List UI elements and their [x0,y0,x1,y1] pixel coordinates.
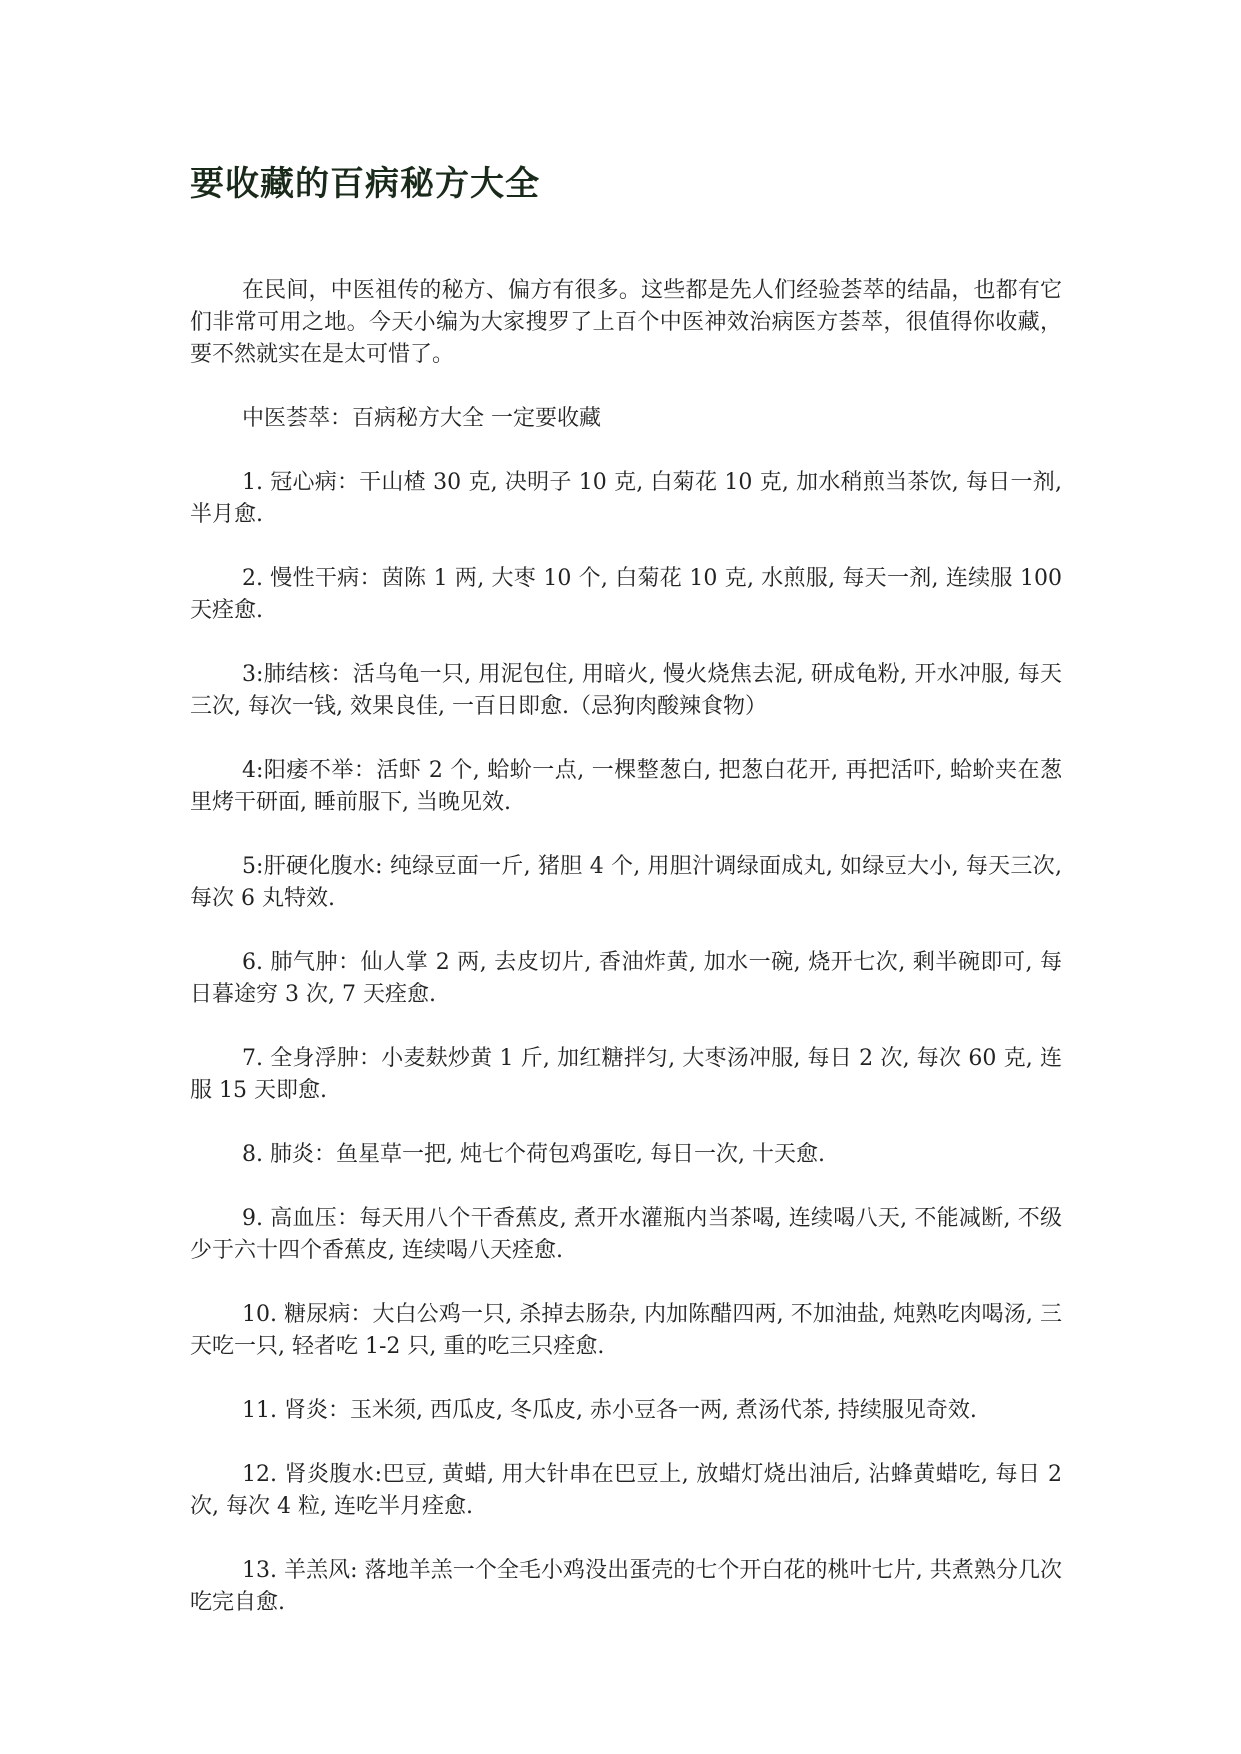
remedy-item: 12. 肾炎腹水:巴豆, 黄蜡, 用大针串在巴豆上, 放蜡灯烧出油后, 沾蜂黄蜡吃, 每日 2 次, 每次 4 粒, 连吃半月痊愈. [190,1462,1062,1519]
remedy-item: 3:肺结核：活乌龟一只, 用泥包住, 用暗火, 慢火烧焦去泥, 研成龟粉, 开水冲服, 每天三次, 每次一钱, 效果良佳, 一百日即愈.（忌狗肉酸辣食物） [190,662,1062,719]
remedy-item: 11. 肾炎：玉米须, 西瓜皮, 冬瓜皮, 赤小豆各一两, 煮汤代茶, 持续服见奇效. [242,1398,977,1423]
remedy-item: 7. 全身浮肿：小麦麸炒黄 1 斤, 加红糖拌匀, 大枣汤冲服, 每日 2 次, 每次 60 克, 连服 15 天即愈. [190,1046,1062,1103]
remedy-item: 2. 慢性干病：茵陈 1 两, 大枣 10 个, 白菊花 10 克, 水煎服, 每天一剂, 连续服 100 天痊愈. [190,566,1062,623]
remedy-item: 4:阳痿不举：活虾 2 个, 蛤蚧一点, 一棵整葱白, 把葱白花开, 再把活吓, 蛤蚧夹在葱里烤干研面, 睡前服下, 当晚见效. [190,758,1062,815]
remedy-item: 9. 高血压：每天用八个干香蕉皮, 煮开水灌瓶内当茶喝, 连续喝八天, 不能减断, 不级少于六十四个香蕉皮, 连续喝八天痊愈. [190,1206,1062,1263]
remedy-item: 8. 肺炎：鱼星草一把, 炖七个荷包鸡蛋吃, 每日一次, 十天愈. [242,1142,825,1167]
remedy-item: 1. 冠心病：干山楂 30 克, 决明子 10 克, 白菊花 10 克, 加水稍煎当茶饮, 每日一剂, 半月愈. [190,470,1062,527]
remedy-item: 13. 羊羔风: 落地羊羔一个全毛小鸡没出蛋壳的七个开白花的桃叶七片, 共煮熟分几次吃完自愈. [190,1558,1062,1615]
remedy-item: 10. 糖尿病：大白公鸡一只, 杀掉去肠杂, 内加陈醋四两, 不加油盐, 炖熟吃肉喝汤, 三天吃一只, 轻者吃 1-2 只, 重的吃三只痊愈. [190,1302,1062,1359]
document-body [190,275,1062,1651]
section-heading: 中医荟萃：百病秘方大全 一定要收藏 [242,406,601,431]
remedy-item: 5:肝硬化腹水: 纯绿豆面一斤, 猪胆 4 个, 用胆汁调绿面成丸, 如绿豆大小, 每天三次, 每次 6 丸特效. [190,854,1062,911]
intro-paragraph: 在民间，中医祖传的秘方、偏方有很多。这些都是先人们经验荟萃的结晶，也都有它们非常可用之地。今天小编为大家搜罗了上百个中医神效治病医方荟萃，很值得你收藏，要不然就实在是太可惜了。 [190,278,1062,367]
remedy-item: 6. 肺气肿：仙人掌 2 两, 去皮切片, 香油炸黄, 加水一碗, 烧开七次, 剩半碗即可, 每日暮途穷 3 次, 7 天痊愈. [190,950,1062,1007]
document-title: 要收藏的百病秘方大全 [190,164,540,204]
